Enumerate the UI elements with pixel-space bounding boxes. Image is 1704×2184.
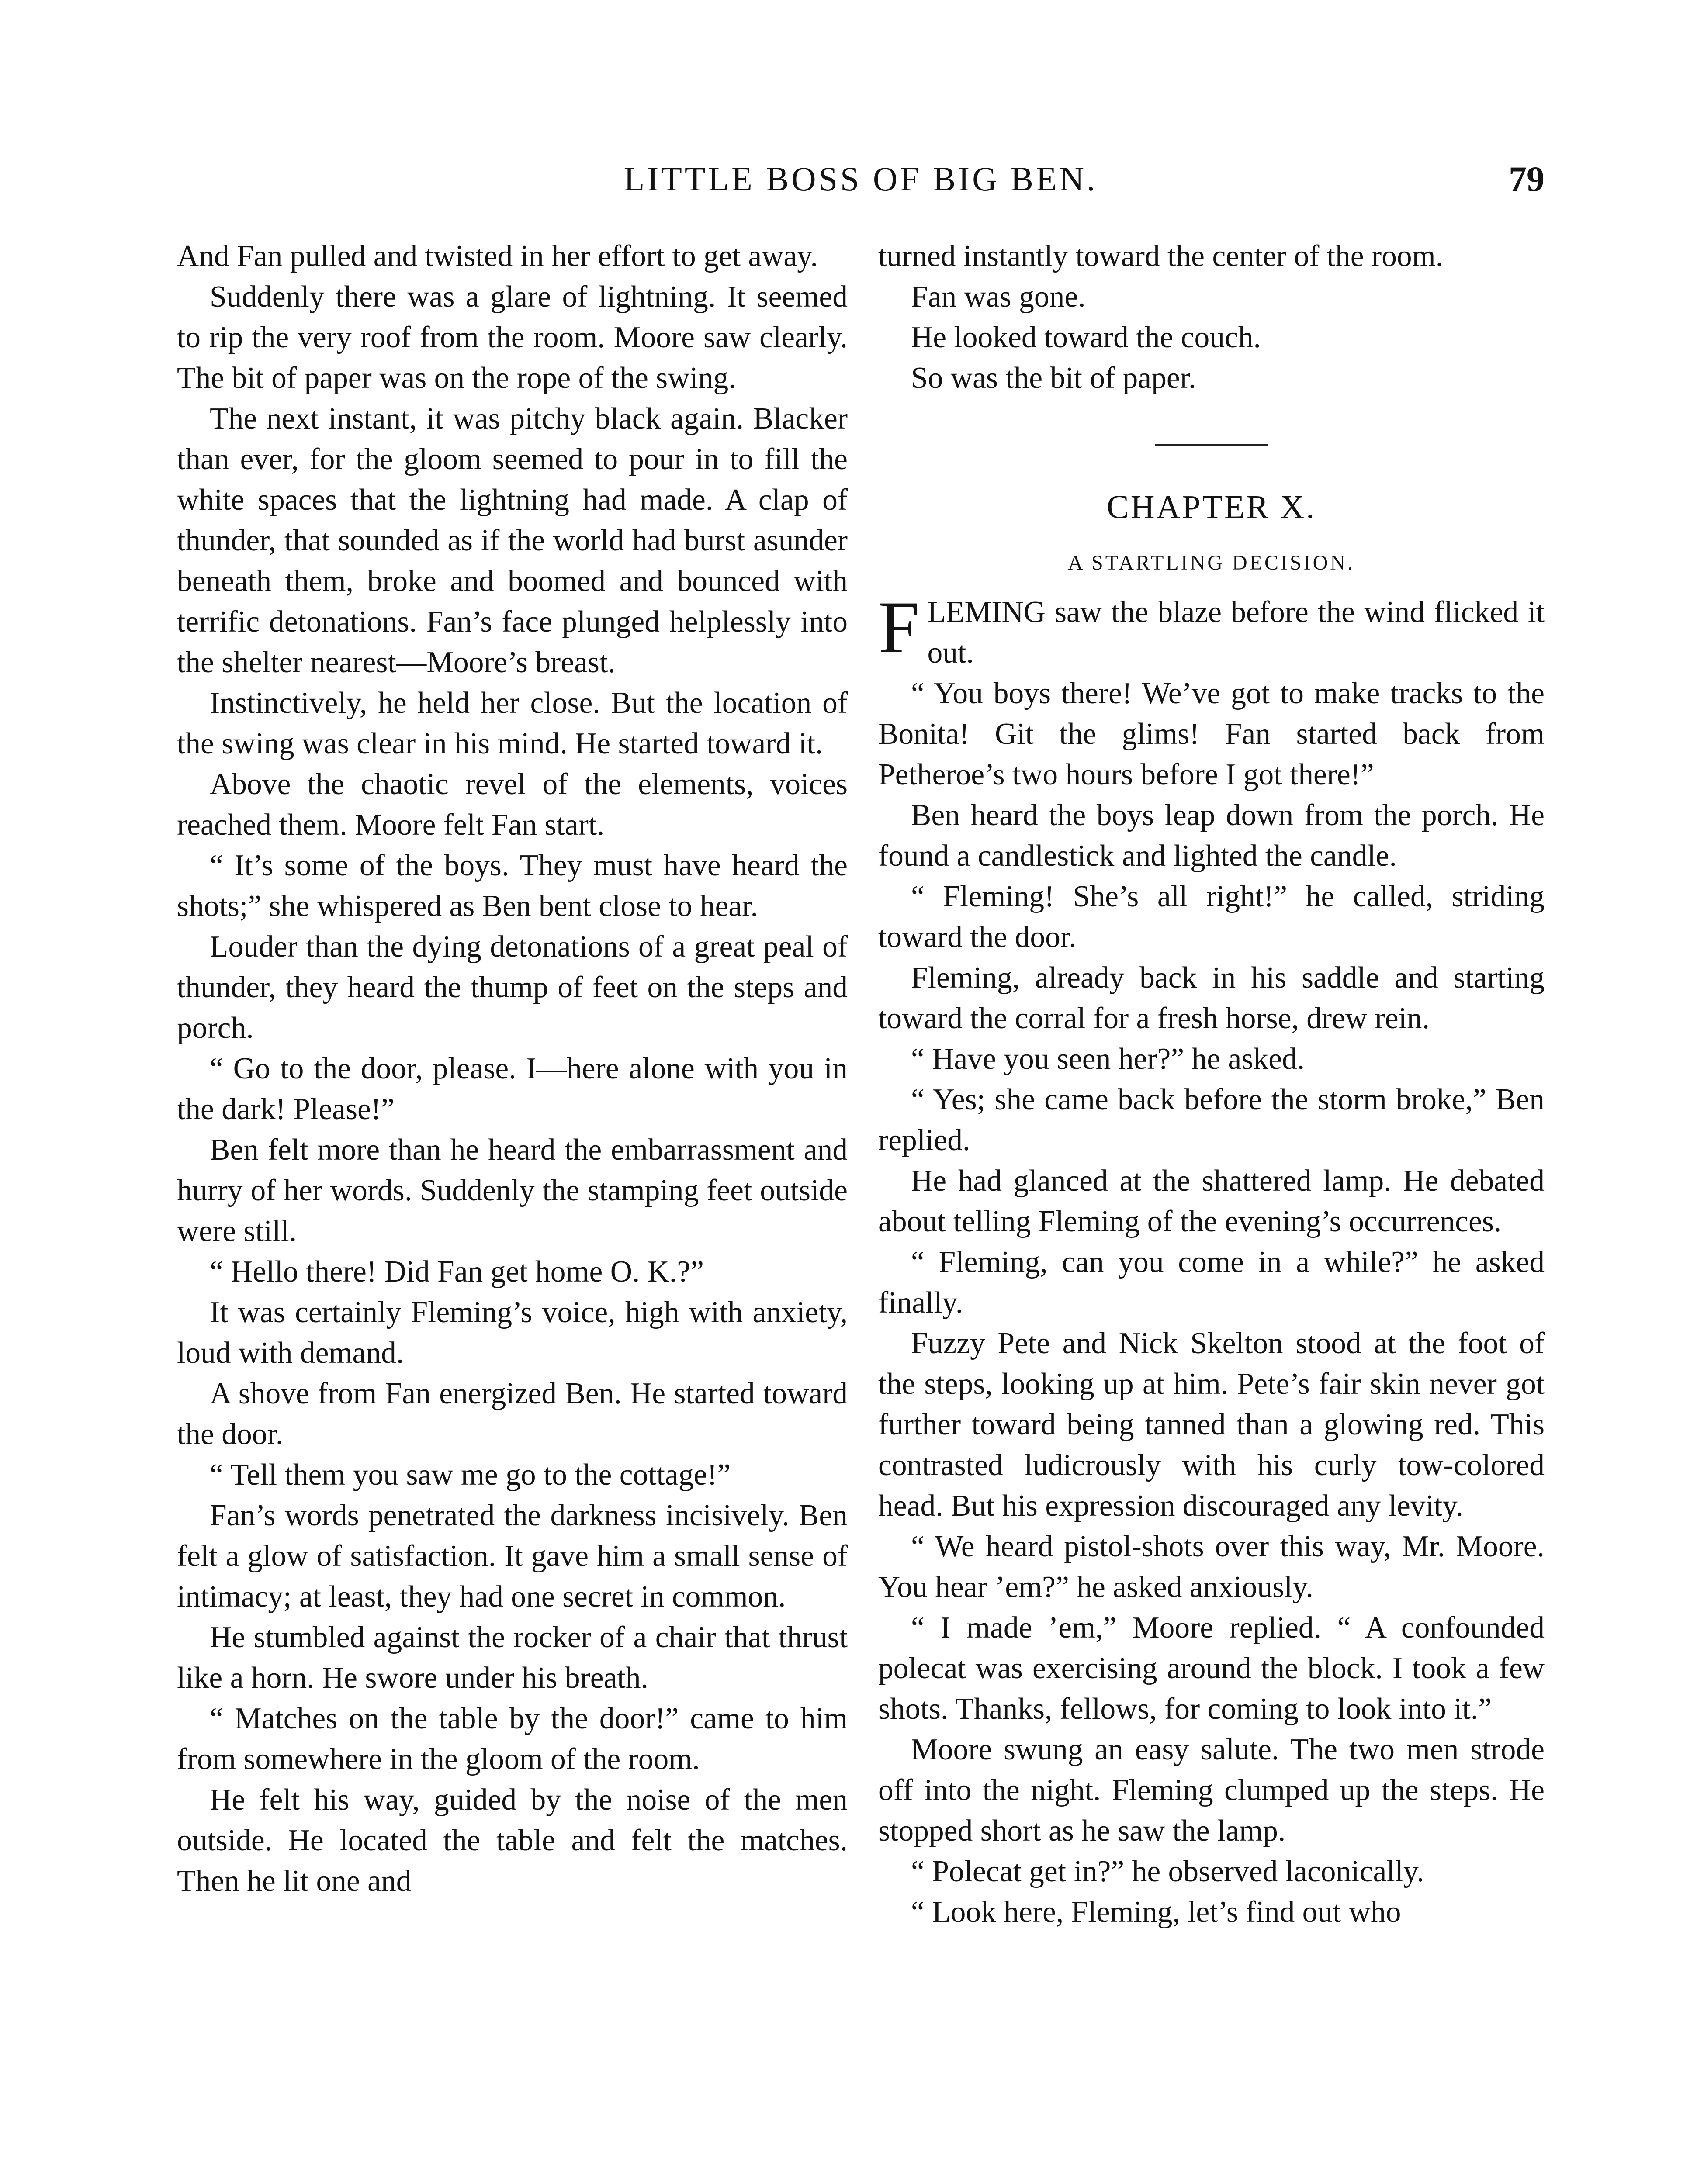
paragraph: The next instant, it was pitchy black again. Blacker than ever, for the gloom seemed to pour in to fill the white spaces that the lightning had made. A clap of thunder, that sounded as if the world had burst asunder beneath them, broke and boomed and bounced with terrific detonations. Fan’s face plunged helplessly into the shelter nearest—Moore’s breast. xyxy=(177,402,848,679)
paragraph: “ You boys there! We’ve got to make tracks to the Bonita! Git the glims! Fan started back from Petheroe’s two hours before I got there!” xyxy=(878,677,1545,791)
paragraph: Moore swung an easy salute. The two men strode off into the night. Fleming clumped up the steps. He stopped short as he saw the lamp. xyxy=(878,1733,1545,1848)
paragraph: A shove from Fan energized Ben. He started toward the door. xyxy=(177,1377,848,1451)
paragraph: Fan’s words penetrated the darkness incisively. Ben felt a glow of satisfaction. It gave him a small sense of intimacy; at least, they had one secret in common. xyxy=(177,1499,848,1614)
paragraph: Above the chaotic revel of the elements, voices reached them. Moore felt Fan start. xyxy=(177,767,848,842)
paragraph: turned instantly toward the center of the room. xyxy=(878,239,1444,273)
paragraph: So was the bit of paper. xyxy=(911,361,1196,395)
paragraph: Suddenly there was a glare of lightning. It seemed to rip the very roof from the room. Moore saw clearly. The bit of paper was on the rope of the swing. xyxy=(177,280,848,395)
running-title: LITTLE BOSS OF BIG BEN. xyxy=(623,160,1098,198)
paragraph: “ Matches on the table by the door!” came to him from somewhere in the gloom of the room. xyxy=(177,1702,848,1776)
paragraph: “ Fleming, can you come in a while?” he asked finally. xyxy=(878,1245,1545,1320)
paragraph: “ Go to the door, please. I—here alone with you in the dark! Please!” xyxy=(177,1052,848,1126)
paragraph: “ Look here, Fleming, let’s find out who xyxy=(911,1895,1401,1929)
paragraph: It was certainly Fleming’s voice, high with anxiety, loud with demand. xyxy=(177,1296,848,1370)
paragraph: Fleming, already back in his saddle and starting toward the corral for a fresh horse, drew rein. xyxy=(878,961,1545,1035)
paragraph: Fuzzy Pete and Nick Skelton stood at the foot of the steps, looking up at him. Pete’s fair skin never got further toward being tanned than a glowing red. This contrasted ludicrously with his curly tow-colored head. But his expression discouraged any levity. xyxy=(878,1327,1545,1523)
chapter-subtitle: A STARTLING DECISION. xyxy=(1068,551,1355,574)
paragraph: “ Fleming! She’s all right!” he called, striding toward the door. xyxy=(878,880,1545,954)
paragraph: Instinctively, he held her close. But the location of the swing was clear in his mind. He started toward it. xyxy=(177,686,848,760)
paragraph: And Fan pulled and twisted in her effort to get away. xyxy=(177,239,818,273)
paragraph: He had glanced at the shattered lamp. He debated about telling Fleming of the evening’s occurrences. xyxy=(878,1164,1545,1238)
paragraph: “ I made ’em,” Moore replied. “ A confounded polecat was exercising around the block. I took a few shots. Thanks, fellows, for coming to look into it.” xyxy=(878,1611,1545,1726)
opening-text: LEMING saw the blaze before the wind flicked it out. xyxy=(927,595,1545,670)
paragraph: Louder than the dying detonations of a great peal of thunder, they heard the thump of feet on the steps and porch. xyxy=(177,930,848,1045)
paragraph: “ It’s some of the boys. They must have heard the shots;” she whispered as Ben bent close to hear. xyxy=(177,849,848,923)
paragraph: “ Tell them you saw me go to the cottage!” xyxy=(210,1458,731,1492)
paragraph: He looked toward the couch. xyxy=(911,321,1261,354)
right-column xyxy=(878,236,1545,1932)
left-column xyxy=(177,236,848,1901)
paragraph: He felt his way, guided by the noise of the men outside. He located the table and felt the matches. Then he lit one and xyxy=(177,1783,848,1898)
section-divider xyxy=(1155,444,1268,446)
chapter-opening-paragraph xyxy=(878,586,1545,673)
drop-cap: F xyxy=(878,586,920,668)
paragraph: Fan was gone. xyxy=(911,280,1086,314)
paragraph: “ Polecat get in?” he observed laconically. xyxy=(911,1855,1424,1888)
paragraph: Ben felt more than he heard the embarrassment and hurry of her words. Suddenly the stamping feet outside were still. xyxy=(177,1133,848,1248)
paragraph: “ Yes; she came back before the storm broke,” Ben replied. xyxy=(878,1083,1545,1157)
paragraph: “ Hello there! Did Fan get home O. K.?” xyxy=(210,1255,704,1289)
chapter-title: CHAPTER X. xyxy=(1106,489,1316,525)
page-number: 79 xyxy=(1509,159,1545,199)
paragraph: Ben heard the boys leap down from the porch. He found a candlestick and lighted the candle. xyxy=(878,798,1545,873)
running-head xyxy=(177,153,1545,205)
paragraph: “ Have you seen her?” he asked. xyxy=(911,1042,1305,1076)
paragraph: He stumbled against the rocker of a chair that thrust like a horn. He swore under his breath. xyxy=(177,1621,848,1695)
paragraph: “ We heard pistol-shots over this way, Mr. Moore. You hear ’em?” he asked anxiously. xyxy=(878,1530,1545,1604)
